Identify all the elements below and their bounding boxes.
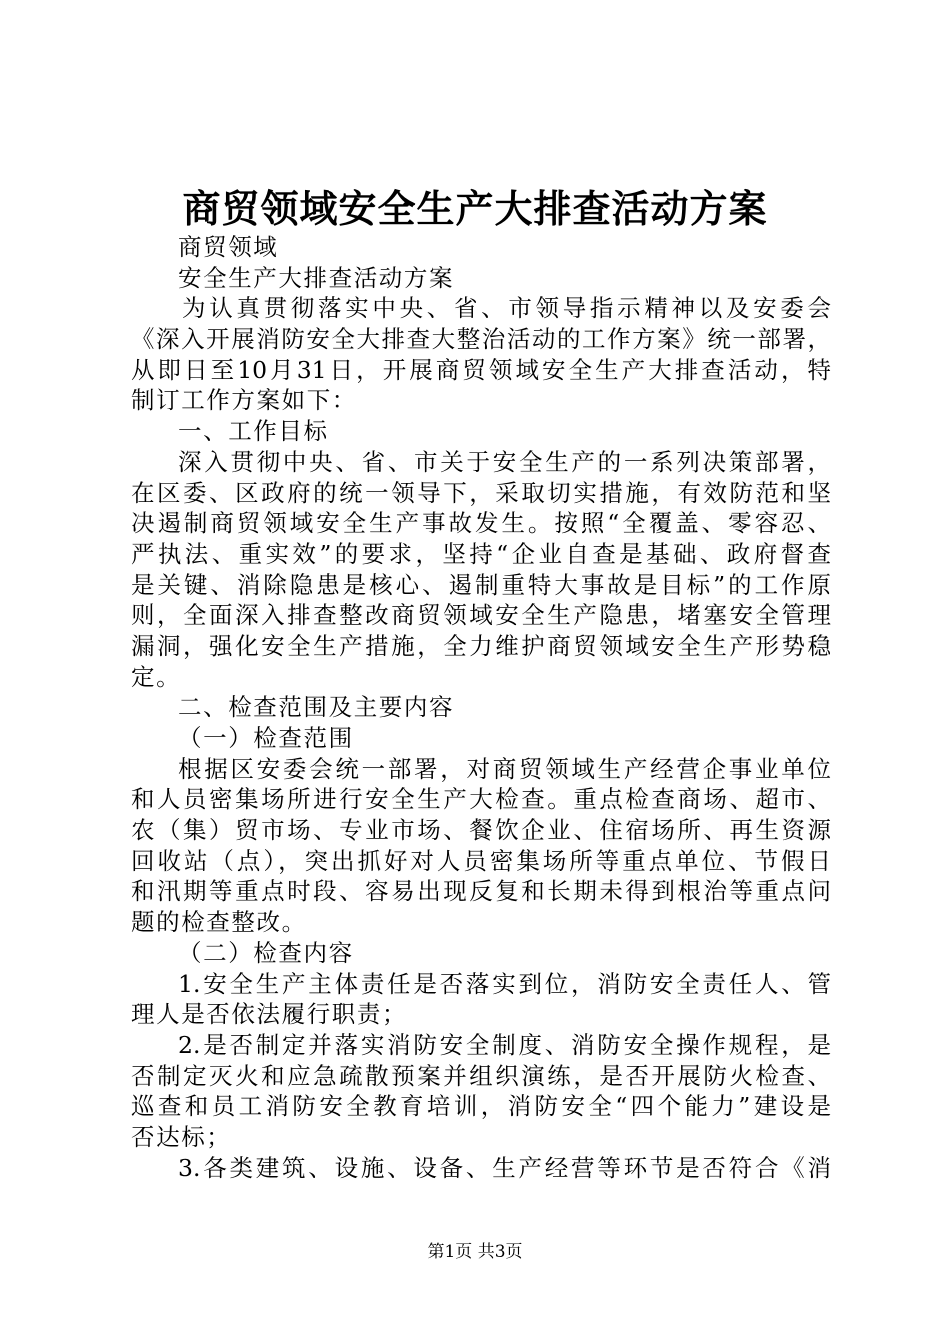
text-line: 否达标； (131, 1122, 232, 1151)
text-line: 1.安全生产主体责任是否落实到位，消防安全责任人、管 (178, 969, 831, 998)
text-line: 决遏制商贸领域安全生产事故发生。按照“全覆盖、零容忍、 (131, 509, 831, 538)
text-line: （一）检查范围 (178, 724, 354, 752)
document-title: 商贸领域安全生产大排查活动方案 (182, 186, 768, 231)
document-body (131, 232, 831, 1183)
text-line: 是关键、消除隐患是核心、遏制重特大事故是目标”的工作原 (131, 570, 831, 599)
text-line: 《深入开展消防安全大排查大整治活动的工作方案》统一部署， (131, 325, 831, 354)
text-line: （二）检查内容 (178, 938, 354, 967)
text-line: 漏洞，强化安全生产措施，全力维护商贸领域安全生产形势稳 (131, 631, 831, 660)
text-line: 深入贯彻中央、省、市关于安全生产的一系列决策部署， (178, 447, 831, 476)
text-line: 从即日至10月31日，开展商贸领域安全生产大排查活动，特 (131, 355, 831, 384)
text-line: 在区委、区政府的统一领导下，采取切实措施，有效防范和坚 (131, 478, 831, 507)
text-line: 安全生产大排查活动方案 (178, 263, 455, 292)
text-line: 根据区安委会统一部署，对商贸领域生产经营企事业单位 (178, 754, 831, 783)
text-line: 巡查和员工消防安全教育培训，消防安全“四个能力”建设是 (131, 1092, 831, 1121)
text-line: 题的检查整改。 (131, 908, 307, 937)
text-line: 制订工作方案如下： (131, 386, 357, 415)
page-footer: 第1页 共3页 (427, 1242, 523, 1262)
text-line: 理人是否依法履行职责； (131, 1000, 408, 1029)
text-line: 则，全面深入排查整改商贸领域安全生产隐患，堵塞安全管理 (131, 601, 831, 630)
text-line: 和人员密集场所进行安全生产大检查。重点检查商场、超市、 (131, 785, 831, 814)
text-line: 和汛期等重点时段、容易出现反复和长期未得到根治等重点问 (131, 877, 831, 906)
text-line: 为认真贯彻落实中央、省、市领导指示精神以及安委会 (182, 294, 831, 323)
text-line: 否制定灭火和应急疏散预案并组织演练，是否开展防火检查、 (131, 1061, 831, 1090)
text-line: 回收站（点），突出抓好对人员密集场所等重点单位、节假日 (131, 846, 831, 875)
text-line: 2.是否制定并落实消防安全制度、消防安全操作规程，是 (178, 1030, 831, 1059)
text-line: 3.各类建筑、设施、设备、生产经营等环节是否符合《消 (178, 1153, 831, 1182)
text-line: 一、工作目标 (178, 417, 329, 446)
text-line: 农（集）贸市场、专业市场、餐饮企业、住宿场所、再生资源 (131, 816, 831, 845)
text-line: 二、检查范围及主要内容 (178, 693, 455, 722)
text-line: 商贸领域 (178, 233, 279, 261)
text-line: 定。 (131, 662, 182, 691)
text-line: 严执法、重实效”的要求，坚持“企业自查是基础、政府督查 (131, 539, 831, 568)
